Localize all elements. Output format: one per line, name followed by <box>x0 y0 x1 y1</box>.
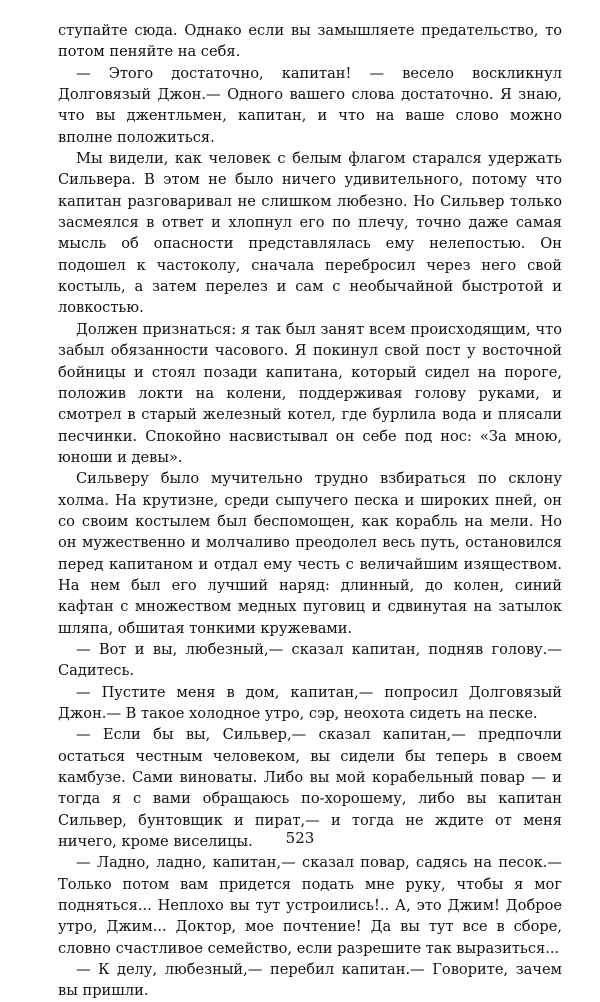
paragraph-3: Мы видели, как человек с белым флагом старался удержать Сильвера. В этом не было ничего удивительного, потому что капитан разговаривал не слишком любезно. Но Сильвер только засмеялся в ответ и хлопнул его по плечу, точно даже самая мысль об опасности представлялась ему нелепостью. Он подошел к частоколу, сначала перебросил через него свой костыль, а затем перелез и сам с необычайной быстротой и ловкостью. <box>58 150 562 317</box>
paragraph-7: — Пустите меня в дом, капитан,— попросил Долговязый Джон.— В такое холодное утро, сэр, неохота сидеть на песке. <box>58 683 562 722</box>
paragraph-9: — Ладно, ладно, капитан,— сказал повар, садясь на песок.— Только потом вам придется подать мне руку, чтобы я мог подняться... Неплохо вы тут устроились!.. А, это Джим! Доброе утро, Джим... Доктор, мое почтение! Да вы тут все в сборе, словно счастливое семейство, если разрешите так выразиться... <box>58 854 562 957</box>
paragraph-4: Должен признаться: я так был занят всем происходящим, что забыл обязанности часового. Я покинул свой пост у восточной бойницы и стоял позади капитана, который сидел на пороге, положив локти на колени, поддерживая голову руками, и смотрел в старый железный котел, где бурлила вода и плясали песчинки. Спокойно насвистывал он себе под нос: «За мною, юноши и девы». <box>58 320 562 466</box>
paragraph-8: — Если бы вы, Сильвер,— сказал капитан,— предпочли остаться честным человеком, вы сидели бы теперь в своем камбузе. Сами виноваты. Либо вы мой корабельный повар — и тогда я с вами обращаюсь по-хорошему, либо вы капитан Сильвер, бунтовщик и пират,— и тогда не ждите от меня ничего, кроме виселицы. <box>58 726 562 851</box>
page-text <box>58 20 562 1002</box>
paragraph-2: — Этого достаточно, капитан! — весело воскликнул Долговязый Джон.— Одного вашего слова достаточно. Я знаю, что вы джентльмен, капитан, и что на ваше слово можно вполне положиться. <box>58 64 562 146</box>
paragraph-5: Сильверу было мучительно трудно взбираться по склону холма. На крутизне, среди сыпучего песка и широких пней, он со своим костылем был беспомощен, как корабль на мели. Но он мужественно и молчаливо преодолел весь путь, остановился перед капитаном и отдал ему честь с величайшим изяществом. На нем был его лучший наряд: длинный, до колен, синий кафтан с множеством медных пуговиц и сдвинутая на затылок шляпа, обшитая тонкими кружевами. <box>58 470 562 637</box>
page-number: 523 <box>285 829 315 847</box>
paragraph-6: — Вот и вы, любезный,— сказал капитан, подняв голову.— Садитесь. <box>58 640 562 680</box>
paragraph-10: — К делу, любезный,— перебил капитан.— Говорите, зачем вы пришли. <box>58 961 562 1000</box>
paragraph-1: ступайте сюда. Однако если вы замышляете предательство, то потом пеняйте на себя. <box>58 22 562 61</box>
